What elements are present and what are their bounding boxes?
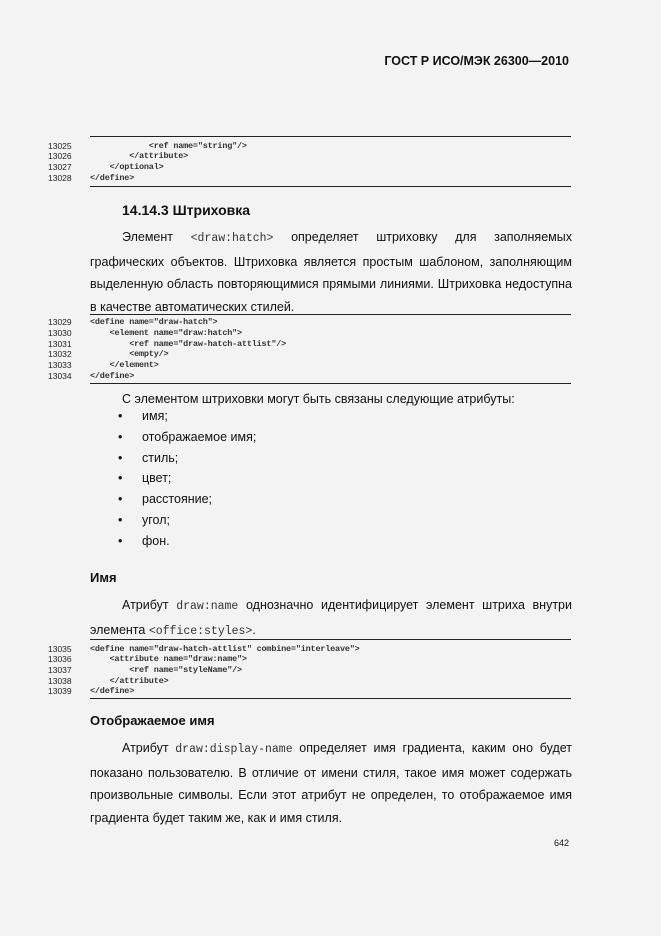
code-text: <empty/> (90, 349, 169, 359)
bullet-icon: • (118, 429, 123, 444)
line-number: 13030 (48, 328, 72, 338)
line-number: 13027 (48, 162, 72, 172)
line-number: 13029 (48, 317, 72, 327)
line-number: 13038 (48, 676, 72, 686)
bullet-icon: • (118, 512, 123, 527)
code-text: <attribute name="draw:name"> (90, 654, 247, 664)
line-number: 13028 (48, 173, 72, 183)
bullet-icon: • (118, 533, 123, 548)
code-listing-2 (48, 309, 571, 385)
code-text: </define> (90, 686, 135, 696)
code-text: </element> (90, 360, 159, 370)
subsection-heading-display-name: Отображаемое имя (90, 713, 215, 728)
page-number: 642 (553, 838, 569, 848)
code-text: <define name="draw-hatch-attlist" combine="interleave"> (90, 644, 360, 654)
line-number: 13035 (48, 644, 72, 654)
code-bottom-rule (90, 698, 571, 699)
inline-code: <draw:hatch> (190, 232, 274, 245)
bullet-icon: • (118, 409, 123, 423)
code-text: </optional> (90, 162, 164, 172)
code-listing-1 (48, 131, 571, 189)
section-heading: 14.14.3 Штриховка (122, 202, 251, 218)
line-number: 13036 (48, 654, 72, 664)
running-header: ГОСТ Р ИСО/МЭК 26300—2010 (384, 54, 569, 68)
name-description: Атрибут draw:name однозначно идентифицирует элемент штриха внутри элемента <office:styles>. (90, 598, 572, 638)
line-number: 13034 (48, 371, 72, 381)
line-number: 13033 (48, 360, 72, 370)
hatch-description: Элемент <draw:hatch> определяет штриховку для заполняемых графических объектов. Штриховка является простым шаблоном, заполняющим выделенную область повторяющимися прямыми линиями. Штриховка недоступна в качестве автоматических стилей. (90, 230, 572, 314)
code-text: <element name="draw:hatch"> (90, 328, 242, 338)
line-number: 13037 (48, 665, 72, 675)
code-top-rule (90, 314, 571, 315)
code-text: <ref name="styleName"/> (90, 665, 242, 675)
line-number: 13031 (48, 339, 72, 349)
line-number: 13026 (48, 151, 72, 161)
line-number: 13025 (48, 141, 72, 151)
code-text: <define name="draw-hatch"> (90, 317, 218, 327)
line-number: 13039 (48, 686, 72, 696)
code-text: </attribute> (90, 676, 169, 686)
inline-code: draw:name (176, 600, 239, 613)
inline-code: <office:styles> (148, 624, 253, 638)
code-text: </define> (90, 173, 135, 183)
bullet-icon: • (118, 471, 123, 486)
code-listing-3 (48, 634, 571, 700)
bullet-icon: • (118, 450, 123, 465)
inline-code: draw:display-name (175, 743, 293, 756)
display-name-description: Атрибут draw:display-name определяет имя градиента, каким оно будет показано пользователю. В отличие от имени стиля, такое имя может содержать произвольные символы. Если этот атрибут не определен, то отображаемое имя градиента будет таким же, как и имя стиля. (90, 741, 572, 825)
code-text: <ref name="string"/> (90, 141, 247, 151)
code-text: </define> (90, 371, 135, 381)
code-top-rule (90, 639, 571, 640)
code-bottom-rule (90, 383, 571, 384)
subsection-heading-name: Имя (90, 570, 117, 585)
attributes-intro: С элементом штриховки могут быть связаны следующие атрибуты: (122, 392, 515, 406)
code-text: </attribute> (90, 151, 189, 161)
line-number: 13032 (48, 349, 72, 359)
bullet-icon: • (118, 492, 123, 507)
code-text: <ref name="draw-hatch-attlist"/> (90, 339, 287, 349)
code-bottom-rule (90, 186, 571, 187)
code-top-rule (90, 136, 571, 137)
